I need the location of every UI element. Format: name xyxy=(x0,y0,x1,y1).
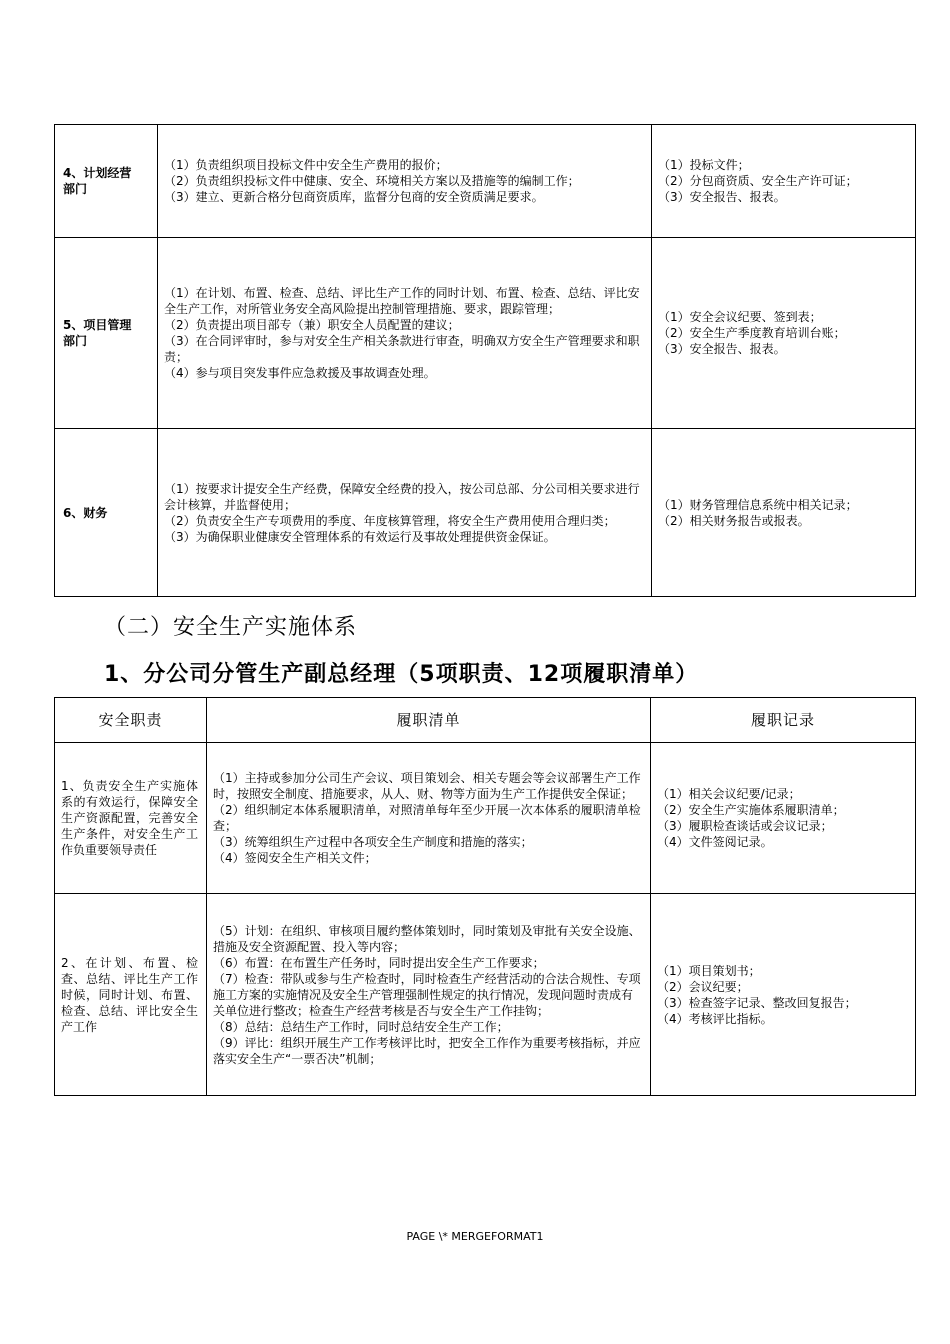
table-row xyxy=(55,429,916,597)
table-row xyxy=(55,743,916,894)
section-title: 1、分公司分管生产副总经理（5项职责、12项履职清单） xyxy=(104,662,699,687)
records-cell: （1）财务管理信息系统中相关记录； （2）相关财务报告或报表。 xyxy=(652,429,916,597)
duty-list-cell: （1）主持或参加分公司生产会议、项目策划会、相关专题会等会议部署生产工作时，按照安全制度、措施要求，从人、财、物等方面为生产工作提供安全保证； （2）组织制定本体系履职清单，对照清单每年至少开展一次本体系的履职清单检查； （3）统筹组织生产过程中各项安全生产制度和措施的落实； （4）签阅安全生产相关文件； xyxy=(207,743,651,894)
duty-cell: 1、负责安全生产实施体系的有效运行，保障安全生产资源配置，完善安全生产条件，对安全生产工作负重要领导责任 xyxy=(55,743,207,894)
section-subtitle: （二）安全生产实施体系 xyxy=(104,615,358,640)
page-footer: PAGE \* MERGEFORMAT1 xyxy=(406,1230,544,1243)
duties-cell: （1）在计划、布置、检查、总结、评比生产工作的同时计划、布置、检查、总结、评比安全生产工作，对所管业务安全高风险提出控制管理措施、要求，跟踪管理； （2）负责提出项目部专（兼）职安全人员配置的建议； （3）在合同评审时，参与对安全生产相关条款进行审查，明确双方安全生产管理要求和职责； （4）参与项目突发事件应急救援及事故调查处理。 xyxy=(158,238,652,429)
department-cell: 6、财务 xyxy=(55,429,158,597)
department-cell: 5、项目管理 部门 xyxy=(55,238,158,429)
duty-list-cell: （5）计划：在组织、审核项目履约整体策划时，同时策划及审批有关安全设施、措施及安全资源配置、投入等内容； （6）布置：在布置生产任务时，同时提出安全生产工作要求； （7）检查：带队或参与生产检查时，同时检查生产经营活动的合法合规性、专项施工方案的实施情况及安全生产管理强制性规定的执行情况，发现问题时责成有关单位进行整改；检查生产经营考核是否与安全生产工作挂钩； （8）总结：总结生产工作时，同时总结安全生产工作； （9）评比：组织开展生产工作考核评比时，把安全工作作为重要考核指标，并应落实安全生产“一票否决”机制； xyxy=(207,894,651,1096)
header-duty-records: 履职记录 xyxy=(651,698,916,743)
department-cell: 4、计划经营 部门 xyxy=(55,125,158,238)
duties-cell: （1）负责组织项目投标文件中安全生产费用的报价； （2）负责组织投标文件中健康、安全、环境相关方案以及措施等的编制工作； （3）建立、更新合格分包商资质库，监督分包商的安全资质满足要求。 xyxy=(158,125,652,238)
records-cell: （1）安全会议纪要、签到表； （2）安全生产季度教育培训台账； （3）安全报告、报表。 xyxy=(652,238,916,429)
table-row xyxy=(55,894,916,1096)
table-row xyxy=(55,238,916,429)
duties-cell: （1）按要求计提安全生产经费，保障安全经费的投入，按公司总部、分公司相关要求进行会计核算，并监督使用； （2）负责安全生产专项费用的季度、年度核算管理，将安全生产费用使用合理归类； （3）为确保职业健康安全管理体系的有效运行及事故处理提供资金保证。 xyxy=(158,429,652,597)
header-safety-duty: 安全职责 xyxy=(55,698,207,743)
department-duties-table xyxy=(54,124,916,597)
table-row xyxy=(55,125,916,238)
records-cell: （1）项目策划书； （2）会议纪要； （3）检查签字记录、整改回复报告； （4）考核评比指标。 xyxy=(651,894,916,1096)
records-cell: （1）投标文件； （2）分包商资质、安全生产许可证； （3）安全报告、报表。 xyxy=(652,125,916,238)
table-header-row xyxy=(55,698,916,743)
header-duty-list: 履职清单 xyxy=(207,698,651,743)
vice-manager-duties-table xyxy=(54,697,916,1096)
duty-cell: 2、在计划、布置、检查、总结、评比生产工作时候，同时计划、布置、检查、总结、评比安全生产工作 xyxy=(55,894,207,1096)
records-cell: （1）相关会议纪要/记录； （2）安全生产实施体系履职清单； （3）履职检查谈话或会议记录； （4）文件签阅记录。 xyxy=(651,743,916,894)
